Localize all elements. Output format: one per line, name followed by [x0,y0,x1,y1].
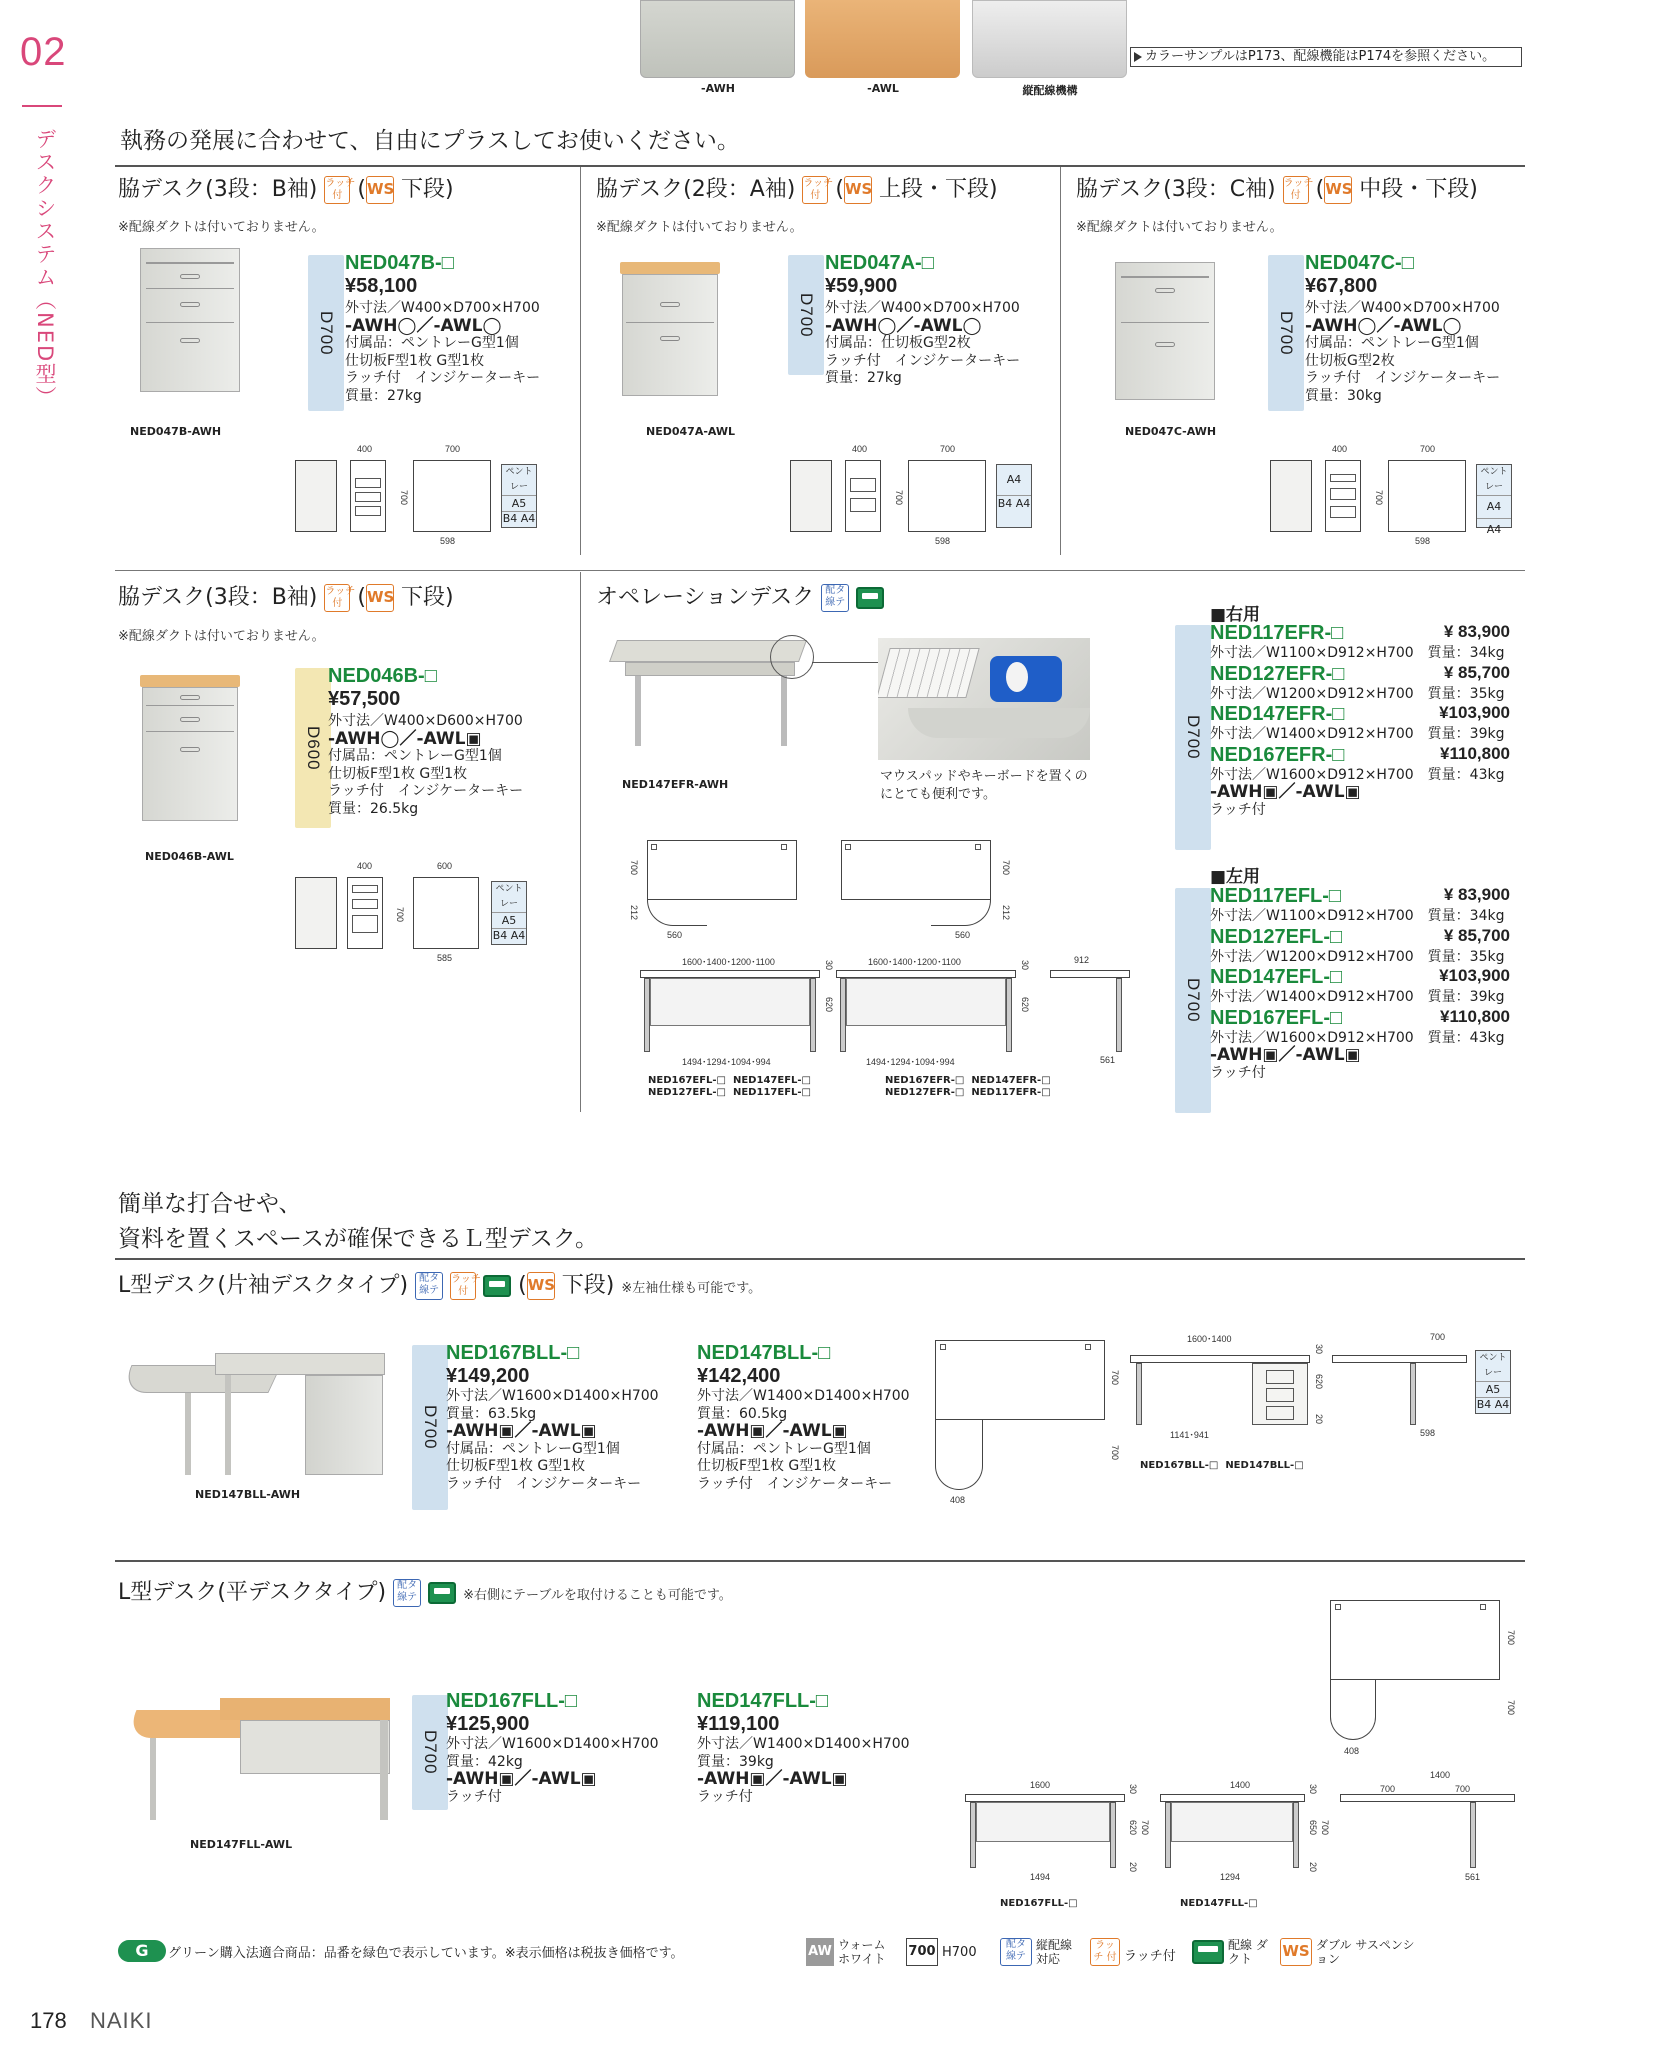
section2-price: ¥59,900 [825,275,898,297]
section2-spec: 外寸法／W400×D700×H700 -AWH◯／-AWL◯ 付属品：仕切板G型2枚 ラッチ付 インジケーターキー 質量：27kg [825,300,1021,386]
section3-title: 脇デスク(3段：C袖) ラッチ 付 (WS 中段・下段) [1076,177,1478,202]
section1-depth-tag: D700 [308,255,344,411]
vertical-wiring-icon: 配タ 線テ [415,1272,443,1300]
section6-product-2: NED147BLL-□ ¥142,400 外寸法／W1400×D1400×H700 質量：60.5kg -AWH▣／-AWL▣ 付属品：ペントレーG型1個 仕切板F型1枚 G型1枚 ラッチ付 インジケーターキー [697,1342,910,1492]
swatch-wiring [972,0,1127,78]
section2-drawing: 400 700 700 598 A4 B4 A4 [790,440,1040,550]
ws-icon: WS [527,1272,555,1300]
ws-icon: WS [366,176,394,204]
latch-icon: ラッチ 付 [802,176,828,204]
section2-note: ※配線ダクトは付いておりません。 [596,220,803,235]
section3-note: ※配線ダクトは付いておりません。 [1076,220,1283,235]
ws-icon: WS [844,176,872,204]
section4-photo [140,675,240,825]
section6-photo [125,1345,390,1480]
section5-photo [605,635,815,750]
section4-title: 脇デスク(3段：B袖) ラッチ 付 (WS 下段) [118,585,454,610]
vertical-wiring-icon: 配タ 線テ [821,584,849,612]
section4-depth-tag: D600 [295,668,331,828]
swatch-awl-label: -AWL [867,82,899,95]
section3-drawing: 400 700 700 598 ペントレー A4 A4 [1270,440,1520,550]
section1-photo-caption: NED047B-AWH [130,425,222,438]
section4-note: ※配線ダクトは付いておりません。 [118,629,325,644]
section-rule [115,1560,1525,1562]
ws-icon: WS [1280,1938,1312,1966]
aw-icon: AW [806,1938,834,1966]
latch-icon: ラッチ 付 [1090,1938,1120,1966]
section-rule [115,570,1525,571]
section7-title: L型デスク(平デスクタイプ) 配タ 線テ ※右側にテーブルを取付けることも可能です。 [118,1580,732,1605]
latch-legend: ラッチ付 [1124,1949,1176,1964]
section1-drawing: 400 700 700 598 ペントレー A5 B4 A4 [295,440,545,550]
column-divider [580,167,581,555]
section5-left-list: NED117EFL-□ ¥ 83,900 外寸法／W1100×D912×H700 質量：34kg NED127EFL-□ ¥ 85,700 外寸法／W1200×D912×H700 質量：35kg NED147EFL-□ ¥103,900 外寸法／W1400×D912×H700 質量：39kg NED167EFL-□ ¥110,800 外寸法／W1600×D912×H700 質量：43kg -AWH▣／-AWL▣ ラッチ付 [1210,885,1510,1081]
section3-depth-tag: D700 [1268,255,1304,411]
section3-code: NED047C-□ [1305,252,1414,274]
section7-front-drawing: 1600 30 620 700 20 1494 1400 30 650 700 20 1294 1400 700 700 561 [960,1780,1525,1900]
section5-front-drawing: 1600･1400･1200･1100 30 620 1494･1294･1094･994 1600･1400･1200･1100 30 620 1494･1294･1094･994 912 561 [640,955,1140,1065]
section1-price: ¥58,100 [345,275,418,297]
section5-caps-left: NED167EFL-□ NED147EFL-□ NED127EFL-□ NED117EFL-□ [648,1075,811,1098]
vertical-wiring-icon: 配タ 線テ [393,1579,421,1607]
reference-note: カラーサンプルはP173、配線機能はP174を参照ください。 [1130,47,1522,67]
section4-photo-caption: NED046B-AWL [145,850,234,863]
section1-title: 脇デスク(3段：B袖) ラッチ 付 (WS 下段) [118,177,454,202]
section4-code: NED046B-□ [328,665,437,687]
column-divider [580,572,581,1112]
section7-product-2: NED147FLL-□ ¥119,100 外寸法／W1400×D1400×H700 質量：39kg -AWH▣／-AWL▣ ラッチ付 [697,1690,910,1805]
section1-photo [140,248,240,396]
section6-title: L型デスク(片袖デスクタイプ) 配タ 線テ ラッチ 付 (WS 下段) ※左袖仕様も可能です。 [118,1273,762,1298]
latch-icon: ラッチ 付 [1283,176,1309,204]
section3-spec: 外寸法／W400×D700×H700 -AWH◯／-AWL◯ 付属品：ペントレーG型1個 仕切板G型2枚 ラッチ付 インジケーターキー 質量：30kg [1305,300,1501,404]
section2-photo [620,262,720,400]
ws-legend: ダブル サスペンション [1316,1938,1415,1966]
section2-code: NED047A-□ [825,252,934,274]
chapter-title: デスクシステム（NED型） [33,128,57,410]
section3-price: ¥67,800 [1305,275,1378,297]
wiring-duct-icon [428,1582,456,1604]
section-rule [115,165,1525,167]
section5-plan-drawing: 700 212 560 700 212 560 [605,830,1015,955]
lead-text-1: 執務の発展に合わせて、自由にプラスしてお使いください。 [120,128,740,154]
chapter-divider [22,105,62,107]
section4-price: ¥57,500 [328,688,401,710]
swatch-wiring-label: 縦配線機構 [1022,84,1078,97]
page-number: 178 [30,2008,67,2033]
section5-detail-caption: マウスパッドやキーボードを置くのにとても便利です。 [880,769,1088,802]
section6-drawing: 700 700 408 1600･1400 1141･941 30 620 20 700 598 ペントレー A5 B4 A4 [930,1340,1530,1510]
lead-text-2a: 簡単な打合せや、 [118,1191,302,1217]
h700-legend: H700 [942,1945,977,1960]
zoom-line [812,662,878,663]
section3-photo [1115,262,1215,402]
section1-note: ※配線ダクトは付いておりません。 [118,220,325,235]
section1-code: NED047B-□ [345,252,454,274]
ws-icon: WS [1324,176,1352,204]
section5-right-list: NED117EFR-□ ¥ 83,900 外寸法／W1100×D912×H700 質量：34kg NED127EFR-□ ¥ 85,700 外寸法／W1200×D912×H700 質量：35kg NED147EFR-□ ¥103,900 外寸法／W1400×D912×H700 質量：39kg NED167EFR-□ ¥110,800 外寸法／W1600×D912×H700 質量：43kg -AWH▣／-AWL▣ ラッチ付 [1210,622,1510,818]
section5-left-label: ■左用 [1210,867,1261,887]
section2-title: 脇デスク(2段：A袖) ラッチ 付 (WS 上段・下段) [596,177,998,202]
brand-name: NAIKI [90,2008,153,2033]
section2-photo-caption: NED047A-AWL [646,425,736,438]
section7-cap-1: NED167FLL-□ [1000,1898,1078,1909]
section4-drawing: 400 600 700 585 ペントレー A5 B4 A4 [295,855,545,965]
section5-right-label: ■右用 [1210,605,1261,625]
section5-depth-tag-left: D700 [1175,888,1211,1113]
latch-icon: ラッチ 付 [324,176,350,204]
green-legend-text: グリーン購入法適合商品：品番を緑色で表示しています。※表示価格は税抜き価格です。 [168,1946,684,1961]
h700-icon: 700 [906,1938,938,1966]
wiring-duct-icon [856,587,884,609]
section3-photo-caption: NED047C-AWH [1125,425,1217,438]
ws-icon: WS [366,584,394,612]
section6-caps: NED167BLL-□ NED147BLL-□ [1140,1460,1304,1471]
section5-caps-right: NED167EFR-□ NED147EFR-□ NED127EFR-□ NED117EFR-□ [885,1075,1051,1098]
section5-photo-caption: NED147EFR-AWH [622,778,729,791]
section-rule [115,1258,1525,1260]
wiring-duct-icon [1192,1940,1224,1964]
swatch-awl [805,0,960,78]
swatch-awh-label: -AWH [701,82,735,95]
chapter-number: 02 [20,30,67,74]
section7-photo [130,1690,395,1825]
section7-plan-drawing: 700 700 408 [1330,1600,1530,1765]
swatch-awh [640,0,795,78]
section7-cap-2: NED147FLL-□ [1180,1898,1258,1909]
section2-depth-tag: D700 [788,255,824,375]
section6-depth-tag: D700 [412,1345,448,1510]
section5-detail-photo [878,638,1090,760]
section7-product-1: NED167FLL-□ ¥125,900 外寸法／W1600×D1400×H700 質量：42kg -AWH▣／-AWL▣ ラッチ付 [446,1690,659,1805]
latch-icon: ラッチ 付 [324,584,350,612]
section4-spec: 外寸法／W400×D600×H700 -AWH◯／-AWL▣ 付属品：ペントレーG型1個 仕切板F型1枚 G型1枚 ラッチ付 インジケーターキー 質量：26.5kg [328,713,524,817]
column-divider [1060,167,1061,555]
vertical-wiring-legend: 縦配線 対応 [1036,1938,1073,1966]
vertical-wiring-icon: 配タ 線テ [1000,1938,1032,1966]
wiring-duct-legend: 配線 ダクト [1228,1938,1268,1966]
aw-legend: ウォーム ホワイト [838,1938,886,1966]
section6-product-1: NED167BLL-□ ¥149,200 外寸法／W1600×D1400×H700 質量：63.5kg -AWH▣／-AWL▣ 付属品：ペントレーG型1個 仕切板F型1枚 G型1枚 ラッチ付 インジケーターキー [446,1342,659,1492]
latch-icon: ラッチ 付 [450,1272,476,1300]
section6-photo-caption: NED147BLL-AWH [195,1488,301,1501]
wiring-duct-icon [483,1275,511,1297]
section5-depth-tag-right: D700 [1175,625,1211,850]
green-purchase-icon: G [118,1940,166,1962]
lead-text-2b: 資料を置くスペースが確保できるＬ型デスク。 [118,1226,599,1252]
section7-photo-caption: NED147FLL-AWL [190,1838,293,1851]
section7-depth-tag: D700 [412,1695,448,1810]
section5-title: オペレーションデスク 配タ 線テ [596,580,884,612]
section1-spec: 外寸法／W400×D700×H700 -AWH◯／-AWL◯ 付属品：ペントレーG型1個 仕切板F型1枚 G型1枚 ラッチ付 インジケーターキー 質量：27kg [345,300,541,404]
